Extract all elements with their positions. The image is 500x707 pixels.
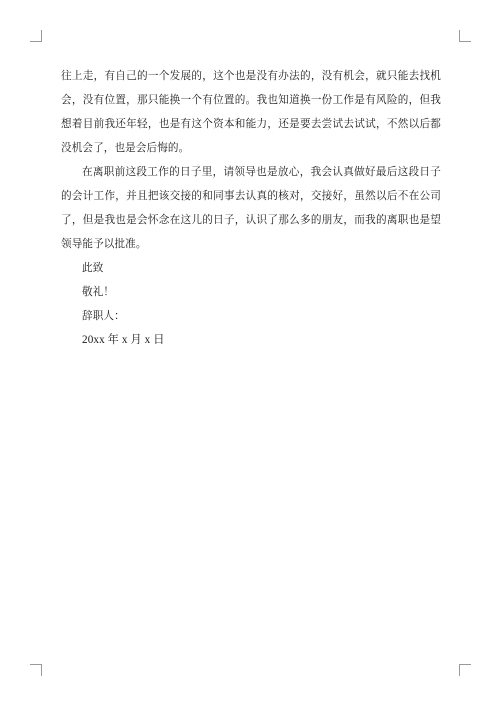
- signature-label: 辞职人：: [82, 310, 125, 322]
- closing-respect: 敬礼！: [82, 286, 115, 298]
- crop-mark-bottom-left: [30, 664, 42, 676]
- paragraph-continuation: 往上走，有自己的一个发展的，这个也是没有办法的，没有机会，就只能去找机会，没有位置，那只能换一个有位置的。我也知道换一份工作是有风险的，但我想着目前我还年轻，也是有这个资本和能力，还是要去尝试去试试，不然以后都没机会了，也是会后悔的。: [61, 70, 441, 154]
- crop-mark-top-left: [30, 30, 42, 42]
- crop-mark-bottom-right: [459, 664, 471, 676]
- letter-body: [61, 64, 441, 352]
- letter-date: 20xx 年 x 月 x 日: [82, 334, 165, 346]
- crop-mark-top-right: [459, 30, 471, 42]
- closing-salutation: 此致: [82, 262, 104, 274]
- paragraph-handover: 在离职前这段工作的日子里，请领导也是放心，我会认真做好最后这段日子的会计工作，并且把该交接的和同事去认真的核对，交接好，虽然以后不在公司了，但是我也是会怀念在这儿的日子，认识了那么多的朋友，而我的离职也是望领导能予以批准。: [61, 166, 441, 250]
